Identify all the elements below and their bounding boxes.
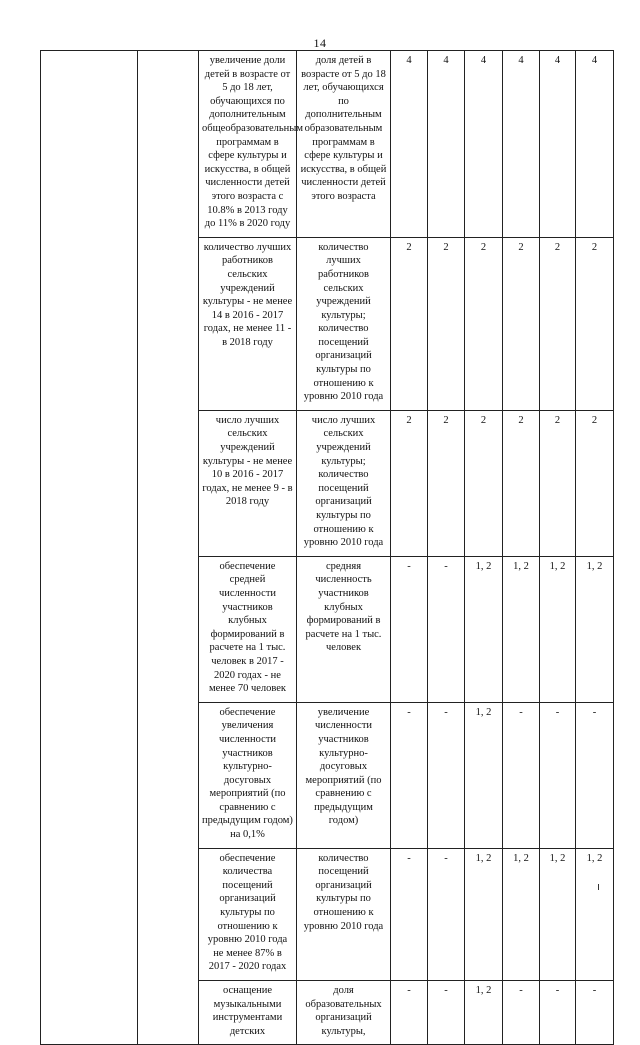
value-cell: 4 — [391, 51, 428, 238]
value-cell: 1, 2 — [465, 981, 503, 1045]
value-cell: 4 — [540, 51, 576, 238]
value-cell: - — [503, 702, 540, 848]
indicator-name: число лучших сельских учреждений культуры; количество посещений организаций культуры по отношению к уровню 2010 года — [297, 410, 391, 556]
merged-blank-cell — [138, 51, 199, 1045]
value-cell: 2 — [503, 410, 540, 556]
indicator-name: количество лучших работников сельских учреждений культуры; количество посещений организаций культуры по отношению к уровню 2010 года — [297, 237, 391, 410]
value-cell: 4 — [465, 51, 503, 238]
event-description: увеличение доли детей в возрасте от 5 до 18 лет, обучающихся по дополнительным общеобразовательным программам в сфере культуры и искусства, в общей численности детей этого возраста с 10.8% в 2013 году до 11% в 2020 году — [199, 51, 297, 238]
value-cell: - — [428, 981, 465, 1045]
value-cell: 2 — [391, 237, 428, 410]
value-cell: 2 — [540, 237, 576, 410]
event-description: число лучших сельских учреждений культуры - не менее 10 в 2016 - 2017 годах, не менее 9 - в 2018 году — [199, 410, 297, 556]
event-description: количество лучших работников сельских учреждений культуры - не менее 14 в 2016 - 2017 годах, не менее 11 - в 2018 году — [199, 237, 297, 410]
value-cell: - — [391, 556, 428, 702]
value-cell: 1, 2 — [503, 556, 540, 702]
value-cell: 1, 2 — [540, 556, 576, 702]
value-cell: 1, 2 — [540, 848, 576, 980]
value-cell: - — [540, 981, 576, 1045]
value-cell: 1, 2 — [576, 556, 614, 702]
merged-blank-cell — [41, 51, 138, 1045]
value-cell: 4 — [428, 51, 465, 238]
page-number: 14 — [313, 36, 327, 50]
indicator-name: средняя численность участников клубных формирований в расчете на 1 тыс. человек — [297, 556, 391, 702]
value-cell: 2 — [428, 237, 465, 410]
value-cell: - — [576, 981, 614, 1045]
indicator-name: количество посещений организаций культуры по отношению к уровню 2010 года — [297, 848, 391, 980]
value-cell: - — [391, 702, 428, 848]
value-cell: 2 — [503, 237, 540, 410]
value-cell: - — [576, 702, 614, 848]
value-cell: 2 — [540, 410, 576, 556]
value-cell: 2 — [391, 410, 428, 556]
value-cell: - — [428, 556, 465, 702]
indicator-name: доля детей в возрасте от 5 до 18 лет, обучающихся по дополнительным образовательным программам в сфере культуры и искусства, в общей численности детей этого возраста — [297, 51, 391, 238]
value-cell: - — [391, 848, 428, 980]
value-cell: 2 — [465, 237, 503, 410]
scan-artifact — [598, 884, 599, 890]
value-cell: 2 — [576, 410, 614, 556]
table-row — [41, 51, 614, 238]
value-cell: 1, 2 — [465, 556, 503, 702]
indicator-name: доля образовательных организаций культуры, — [297, 981, 391, 1045]
value-cell: - — [428, 702, 465, 848]
event-description: оснащение музыкальными инструментами детских — [199, 981, 297, 1045]
event-description: обеспечение количества посещений организаций культуры по отношению к уровню 2010 года не менее 87% в 2017 - 2020 годах — [199, 848, 297, 980]
value-cell: 2 — [465, 410, 503, 556]
event-description: обеспечение увеличения численности участников культурно-досуговых мероприятий (по сравнению с предыдущим годом) на 0,1% — [199, 702, 297, 848]
indicator-name: увеличение численности участников культурно-досуговых мероприятий (по сравнению с предыдущим годом) — [297, 702, 391, 848]
value-cell: 4 — [503, 51, 540, 238]
value-cell: - — [428, 848, 465, 980]
event-description: обеспечение средней численности участников клубных формирований в расчете на 1 тыс. человек в 2017 - 2020 годах - не менее 70 человек — [199, 556, 297, 702]
targets-table — [40, 50, 614, 1045]
value-cell: 2 — [576, 237, 614, 410]
value-cell: - — [503, 981, 540, 1045]
value-cell: 1, 2 — [576, 848, 614, 980]
value-cell: 1, 2 — [465, 848, 503, 980]
value-cell: 4 — [576, 51, 614, 238]
value-cell: - — [391, 981, 428, 1045]
value-cell: 1, 2 — [465, 702, 503, 848]
value-cell: 2 — [428, 410, 465, 556]
value-cell: 1, 2 — [503, 848, 540, 980]
value-cell: - — [540, 702, 576, 848]
